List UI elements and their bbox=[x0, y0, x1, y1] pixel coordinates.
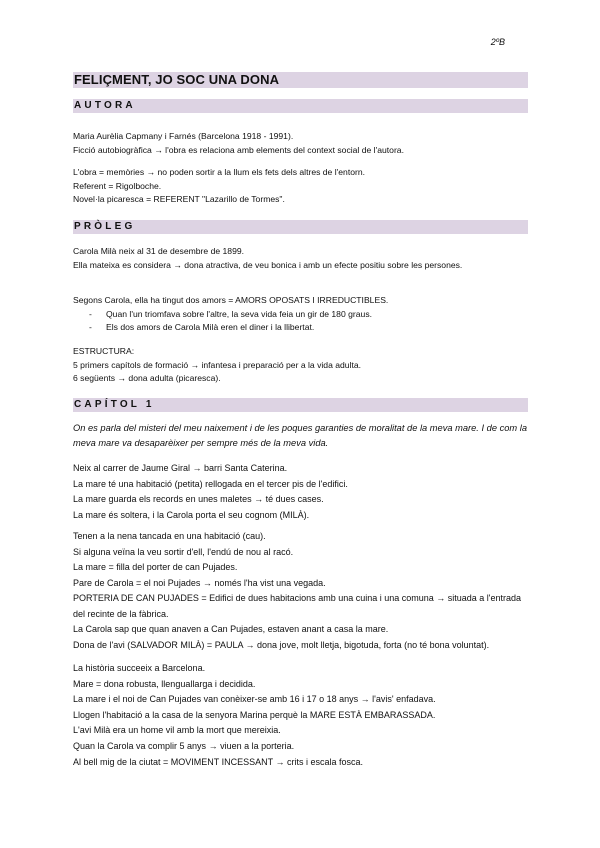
text-line: L'obra = memòries → no poden sortir a la llum els fets dels altres de l'entorn. bbox=[73, 167, 366, 177]
text-line: Quan la Carola va complir 5 anys → viuen a la porteria. bbox=[73, 740, 295, 751]
text-line: Tenen a la nena tancada en una habitació (cau). bbox=[73, 531, 266, 541]
text-line: La mare i el noi de Can Pujades van conèixer-se amb 16 i 17 o 18 anys → l'avis' enfadava. bbox=[73, 694, 436, 704]
text-line: Carola Milà neix al 31 de desembre de 1899. bbox=[73, 246, 245, 256]
proleg-amors-block bbox=[73, 294, 527, 335]
text-line: La Carola sap que quan anaven a Can Pujades, estaven anant a casa la mare. bbox=[73, 624, 389, 634]
section-heading-capitol-1: CAPÍTOL 1 bbox=[73, 398, 528, 412]
capitol-group-1 bbox=[73, 461, 527, 523]
capitol-group-4 bbox=[73, 755, 527, 771]
text-line: Segons Carola, ella ha tingut dos amors = AMORS OPOSATS I IRREDUCTIBLES. bbox=[73, 295, 389, 305]
text-line: Referent = Rigolboche. bbox=[73, 180, 162, 191]
text-line: Mare = dona robusta, llenguallarga i decidida. bbox=[73, 678, 256, 689]
document-title: FELIÇMENT, JO SOC UNA DONA bbox=[73, 72, 528, 88]
estructura-block bbox=[73, 345, 527, 386]
text-line: L'avi Milà era un home vil amb la mort que mereixia. bbox=[73, 725, 281, 735]
text-line: La mare = filla del porter de can Pujades. bbox=[73, 562, 238, 572]
text-line: La mare té una habitació (petita) rellogada en el tercer pis de l'edifici. bbox=[73, 478, 348, 489]
section-heading-proleg: PRÒLEG bbox=[73, 220, 528, 234]
text-line: 5 primers capítols de formació → infantesa i preparació per a la vida adulta. bbox=[73, 359, 362, 370]
autora-block-2 bbox=[73, 166, 527, 207]
text-line: La mare és soltera, i la Carola porta el seu cognom (MILÀ). bbox=[73, 509, 310, 520]
text-paragraph: Ella mateixa es considera → dona atractiva, de veu bonica i amb un efecte positiu sobre les persones. bbox=[73, 259, 463, 270]
autora-block bbox=[73, 130, 527, 157]
text-line: Pare de Carola = el noi Pujades → només l'ha vist una vegada. bbox=[73, 577, 326, 588]
text-line: Dona de l'avi (SALVADOR MILÀ) = PAULA → dona jove, molt lletja, bigotuda, forta (no té bona voluntat). bbox=[73, 639, 490, 650]
page-mark: 2ºB bbox=[490, 37, 505, 47]
chapter-intro-text: On es parla del misteri del meu naixement i de les poques garanties de moralitat de la meva mare. I de com la meva mare va desaparèixer per sempre més de la meva vida. bbox=[73, 423, 527, 448]
proleg-block bbox=[73, 245, 527, 272]
bullet-item: - Els dos amors de Carola Milà eren el diner i la llibertat. bbox=[89, 322, 315, 332]
text-line: Maria Aurèlia Capmany i Farnés (Barcelona 1918 - 1991). bbox=[73, 131, 294, 141]
capitol-group-3 bbox=[73, 661, 527, 754]
text-line: ESTRUCTURA: bbox=[73, 346, 135, 356]
text-line: La història succeeix a Barcelona. bbox=[73, 663, 206, 673]
text-line: La mare guarda els records en unes maletes → té dues cases. bbox=[73, 494, 324, 504]
text-line: 6 següents → dona adulta (picaresca). bbox=[73, 373, 221, 383]
section-heading-autora: AUTORA bbox=[73, 99, 528, 113]
text-line: Llogen l'habitació a la casa de la senyora Marina perquè la MARE ESTÀ EMBARASSADA. bbox=[73, 709, 436, 720]
text-line: Ficció autobiogràfica → l'obra es relaciona amb elements del context social de l'autora. bbox=[73, 144, 404, 155]
text-line: Neix al carrer de Jaume Giral → barri Santa Caterina. bbox=[73, 463, 288, 473]
text-line: Novel·la picaresca = REFERENT "Lazarillo de Tormes". bbox=[73, 194, 285, 204]
capitol-intro bbox=[73, 421, 527, 451]
text-line: PORTERIA DE CAN PUJADES = Edifici de dues habitacions amb una cuina i una comuna → situada a l'entrada del recinte de la fàbrica. bbox=[73, 593, 522, 619]
capitol-group-2 bbox=[73, 529, 527, 653]
text-line: Si alguna veïna la veu sortir d'ell, l'endú de nou al racó. bbox=[73, 546, 294, 557]
text-line: Al bell mig de la ciutat = MOVIMENT INCESSANT → crits i escala fosca. bbox=[73, 757, 364, 767]
bullet-item: - Quan l'un triomfava sobre l'altre, la seva vida feia un gir de 180 graus. bbox=[89, 308, 373, 319]
